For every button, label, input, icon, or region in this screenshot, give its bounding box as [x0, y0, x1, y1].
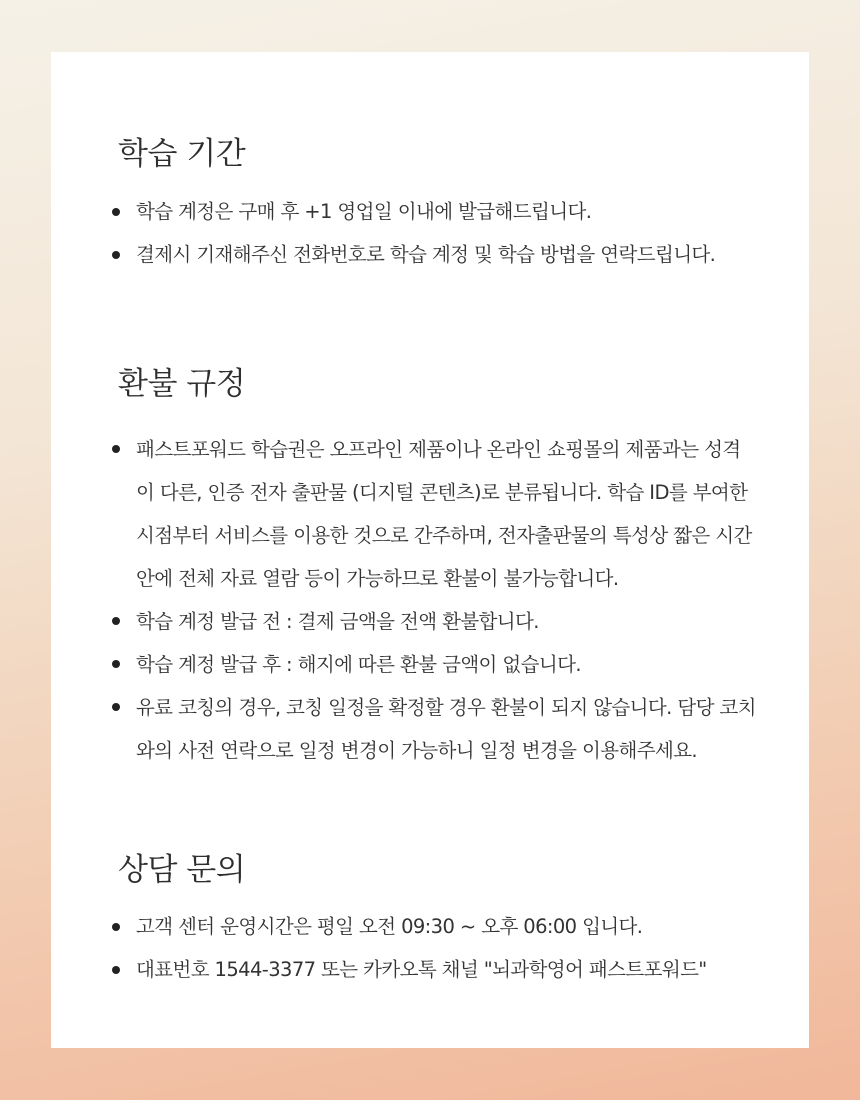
section-title-study-period: 학습 기간: [118, 136, 246, 172]
list-item: [118, 913, 758, 941]
list-item: [118, 600, 758, 643]
bullet-icon: [112, 445, 120, 453]
list-item: [118, 686, 758, 772]
bullet-icon: [112, 703, 120, 711]
section-title-refund-policy: 환불 규정: [118, 366, 246, 402]
list-item-text: 학습 계정 발급 전 : 결제 금액을 전액 환불합니다.: [136, 610, 539, 633]
bullet-icon: [112, 966, 120, 974]
list-item-text: 결제시 기재해주신 전화번호로 학습 계정 및 학습 방법을 연락드립니다.: [136, 243, 716, 266]
info-card: [51, 52, 809, 1048]
list-item-text: 학습 계정은 구매 후 +1 영업일 이내에 발급해드립니다.: [136, 200, 592, 223]
section-title-consultation: 상담 문의: [118, 852, 246, 888]
list-item: [118, 428, 758, 600]
list-item-text: 고객 센터 운영시간은 평일 오전 09:30 ~ 오후 06:00 입니다.: [136, 915, 643, 938]
study-period-list: [118, 198, 758, 284]
bullet-icon: [112, 923, 120, 931]
list-item: [118, 643, 758, 686]
bullet-icon: [112, 208, 120, 216]
list-item-text: 대표번호 1544-3377 또는 카카오톡 채널 "뇌과학영어 패스트포워드": [136, 958, 707, 981]
list-item-text: 유료 코칭의 경우, 코칭 일정을 확정할 경우 환불이 되지 않습니다. 담당 코치와의 사전 연락으로 일정 변경이 가능하니 일정 변경을 이용해주세요.: [136, 696, 756, 762]
list-item: [118, 198, 758, 226]
refund-policy-list: [118, 428, 758, 772]
bullet-icon: [112, 617, 120, 625]
bullet-icon: [112, 251, 120, 259]
list-item: [118, 956, 758, 984]
list-item-text: 패스트포워드 학습권은 오프라인 제품이나 온라인 쇼핑몰의 제품과는 성격이 다른, 인증 전자 출판물 (디지털 콘텐츠)로 분류됩니다. 학습 ID를 부여한 시점부터 서비스를 이용한 것으로 간주하며, 전자출판물의 특성상 짧은 시간 안에 전체 자료 열람 등이 가능하므로 환불이 불가능합니다.: [136, 438, 752, 590]
bullet-icon: [112, 660, 120, 668]
list-item-text: 학습 계정 발급 후 : 해지에 따른 환불 금액이 없습니다.: [136, 653, 581, 676]
list-item: [118, 241, 758, 269]
consultation-list: [118, 913, 758, 999]
